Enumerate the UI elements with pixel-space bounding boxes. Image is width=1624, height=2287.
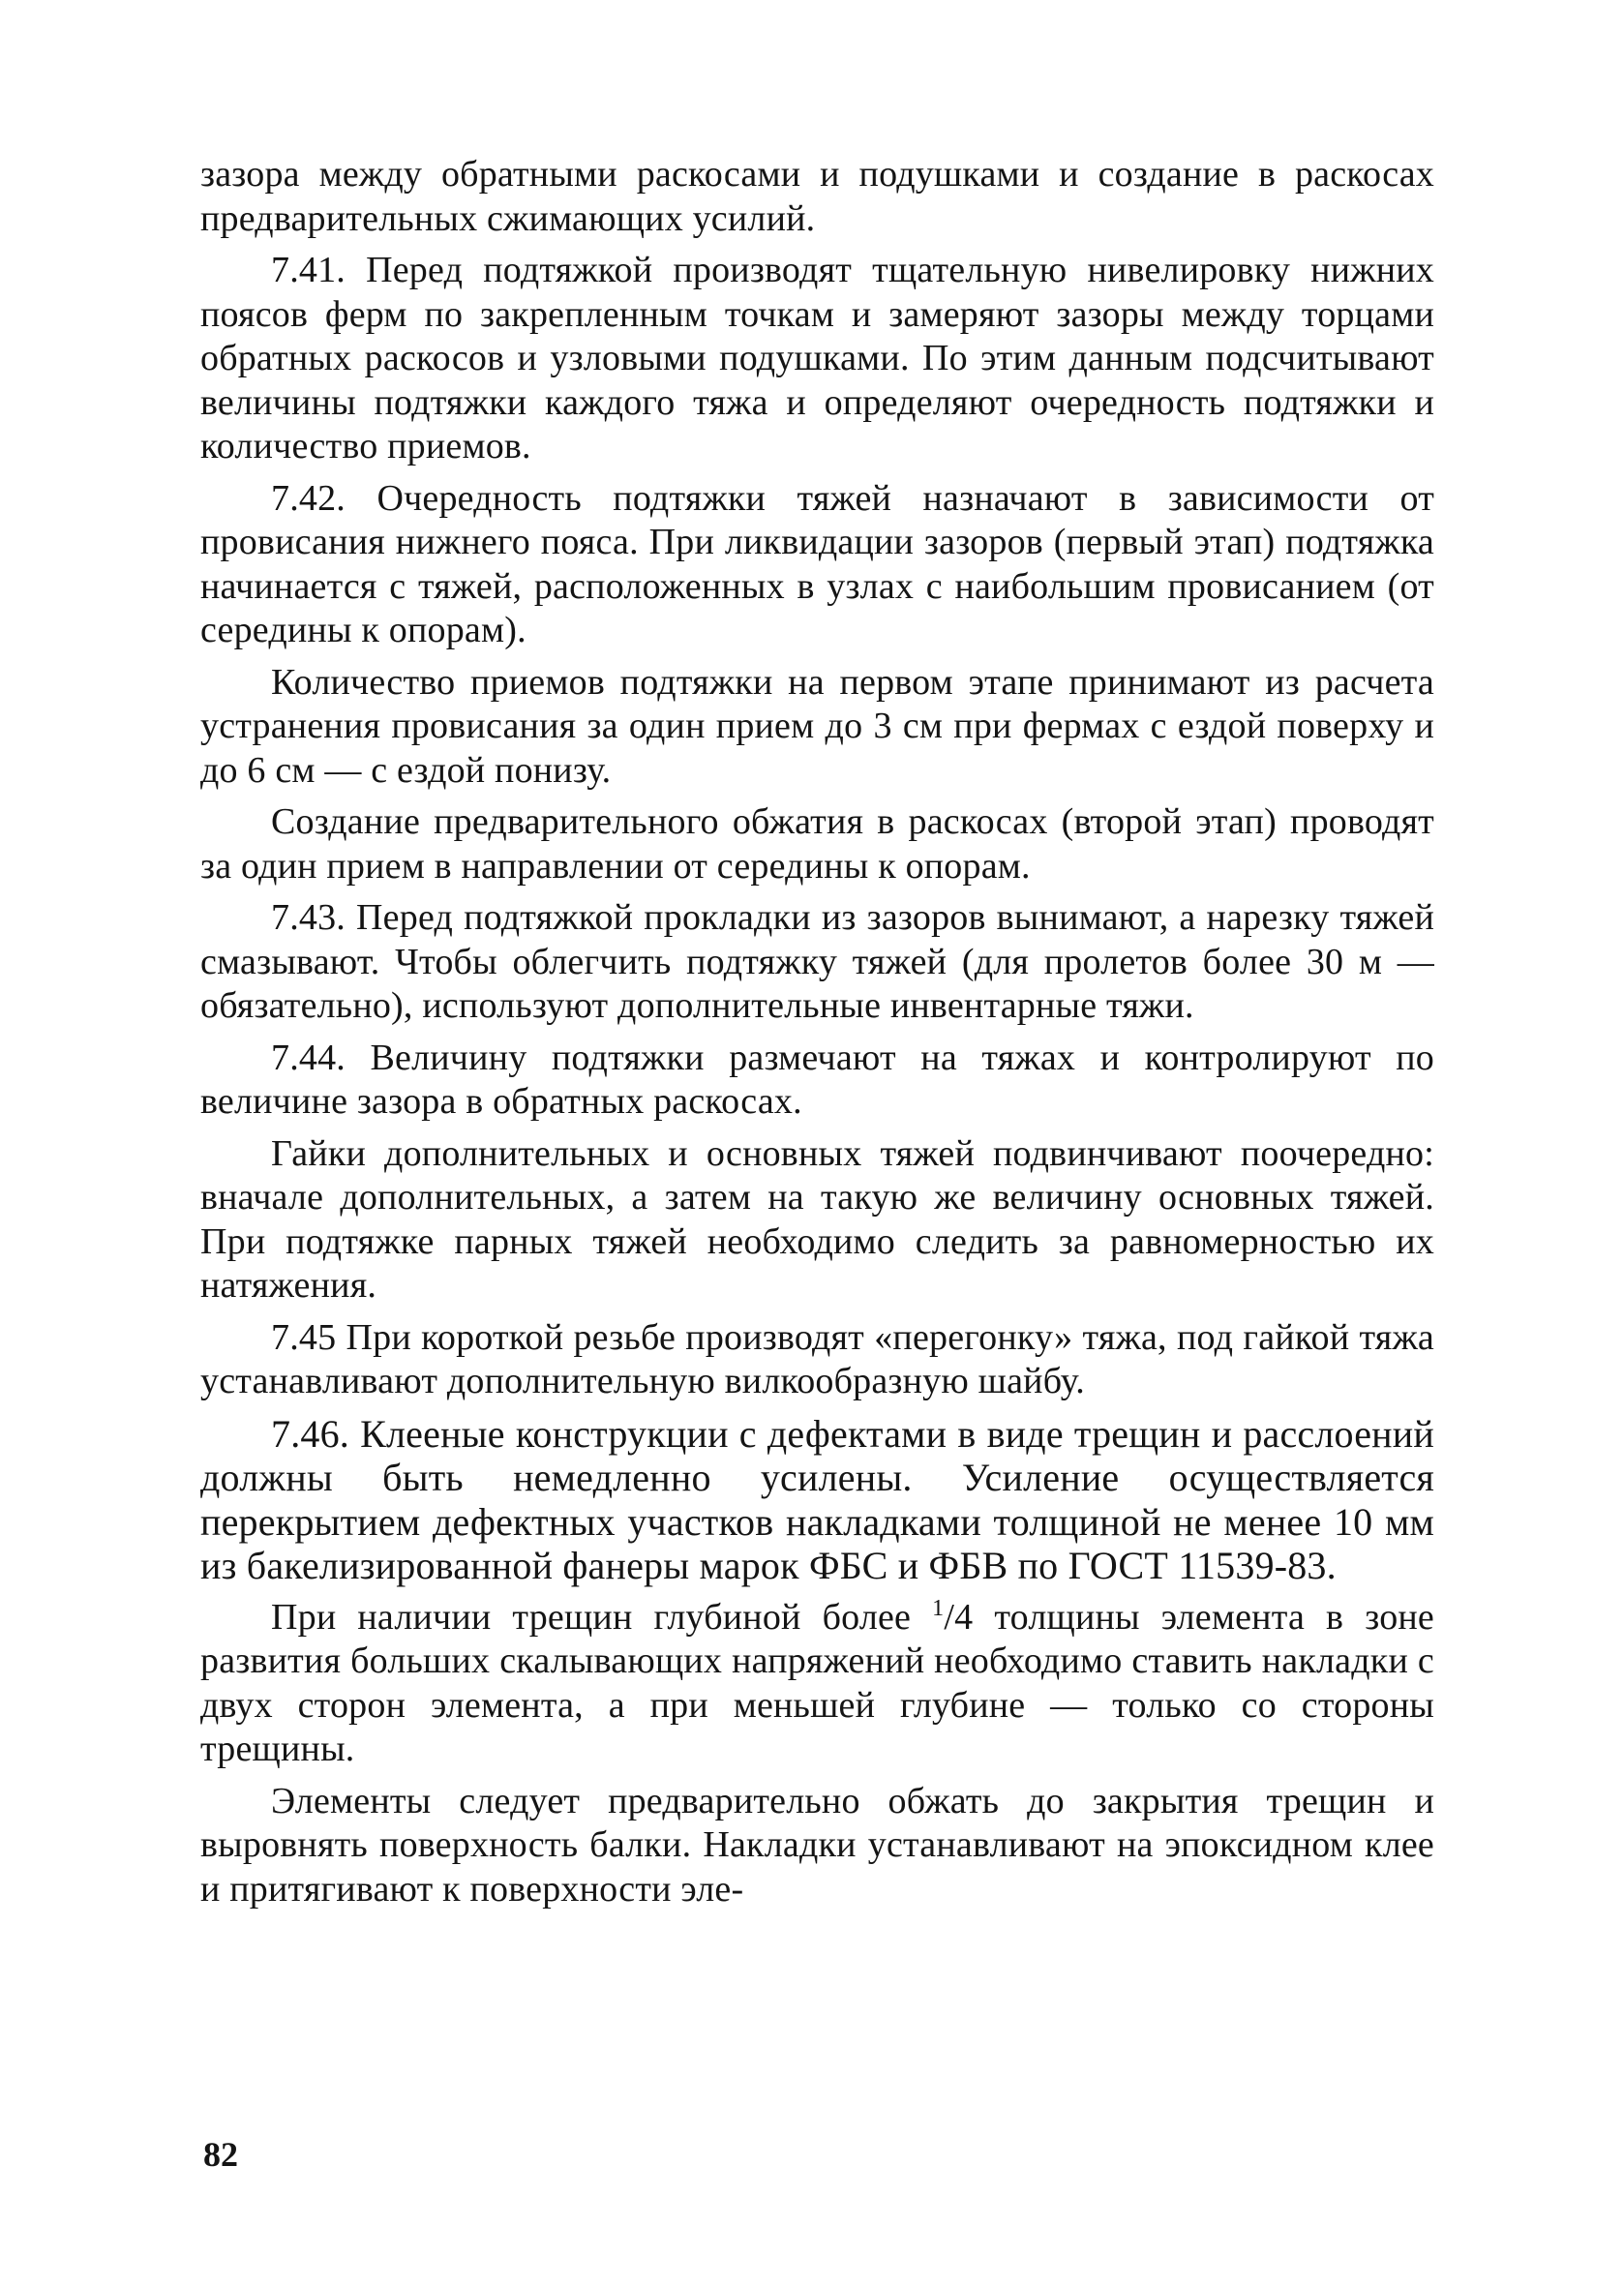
paragraph-elements: Элементы следует предварительно обжать до закрытия трещин и выровнять поверхность балки. Накладки устанавливают на эпоксидном клее и притягивают к поверхности эле-	[200, 1780, 1434, 1910]
cracks-text-before: При наличии трещин глубиной более	[271, 1596, 933, 1638]
paragraph-continuation: зазора между обратными раскосами и подушками и создание в раскосах предварительных сжимающих усилий.	[200, 154, 1434, 239]
fraction-numerator: 1	[932, 1595, 945, 1621]
paragraph-7-44: 7.44. Величину подтяжки размечают на тяжах и контролируют по величине зазора в обратных раскосах.	[200, 1037, 1434, 1122]
paragraph-7-45: 7.45 При короткой резьбе производят «перегонку» тяжа, под гайкой тяжа устанавливают дополнительную вилкообразную шайбу.	[200, 1316, 1434, 1401]
body-text	[200, 153, 1434, 1919]
paragraph-stages-count: Количество приемов подтяжки на первом этапе принимают из расчета устранения провисания за один прием до 3 см при фермах с ездой поверху и до 6 см — с ездой понизу.	[200, 661, 1434, 791]
fraction-denominator: 4	[954, 1596, 974, 1638]
paragraph-7-42: 7.42. Очередность подтяжки тяжей назначают в зависимости от провисания нижнего пояса. При ликвидации зазоров (первый этап) подтяжка начинается с тяжей, расположенных в узлах с наибольшим провисанием (от середины к опорам).	[200, 477, 1434, 650]
paragraph-nuts: Гайки дополнительных и основных тяжей подвинчивают поочередно: вначале дополнительных, а затем на такую же величину основных тяжей. При подтяжке парных тяжей необходимо следить за равномерностью их натяжения.	[200, 1132, 1434, 1306]
page-number: 82	[203, 2135, 238, 2174]
paragraph-cracks	[200, 1596, 1434, 1772]
paragraph-7-41: 7.41. Перед подтяжкой производят тщательную нивелировку нижних поясов ферм по закрепленным точкам и замеряют зазоры между торцами обратных раскосов и узловыми подушками. По этим данным подсчитывают величины подтяжки каждого тяжа и определяют очередность подтяжки и количество приемов.	[200, 250, 1434, 466]
paragraph-7-43: 7.43. Перед подтяжкой прокладки из зазоров вынимают, а нарезку тяжей смазывают. Чтобы облегчить подтяжку тяжей (для пролетов более 30 м — обязательно), используют дополнительные инвентарные тяжи.	[200, 897, 1434, 1026]
paragraph-7-46: 7.46. Клееные конструкции с дефектами в виде трещин и расслоений должны быть немедленно усилены. Усиление осуществляется перекрытием дефектных участков накладками толщиной не менее 10 мм из бакелизированной фанеры марок ФБС и ФБВ по ГОСТ 11539-83.	[200, 1411, 1434, 1587]
paragraph-prestress: Создание предварительного обжатия в раскосах (второй этап) проводят за один прием в направлении от середины к опорам.	[200, 801, 1434, 887]
fraction-slash: /	[944, 1596, 955, 1638]
cracks-text-after: толщины элемента в зоне развития больших скалывающих напряжений необходимо ставить накладки с двух сторон элемента, а при меньшей глубине — только со стороны трещины.	[200, 1596, 1435, 1769]
